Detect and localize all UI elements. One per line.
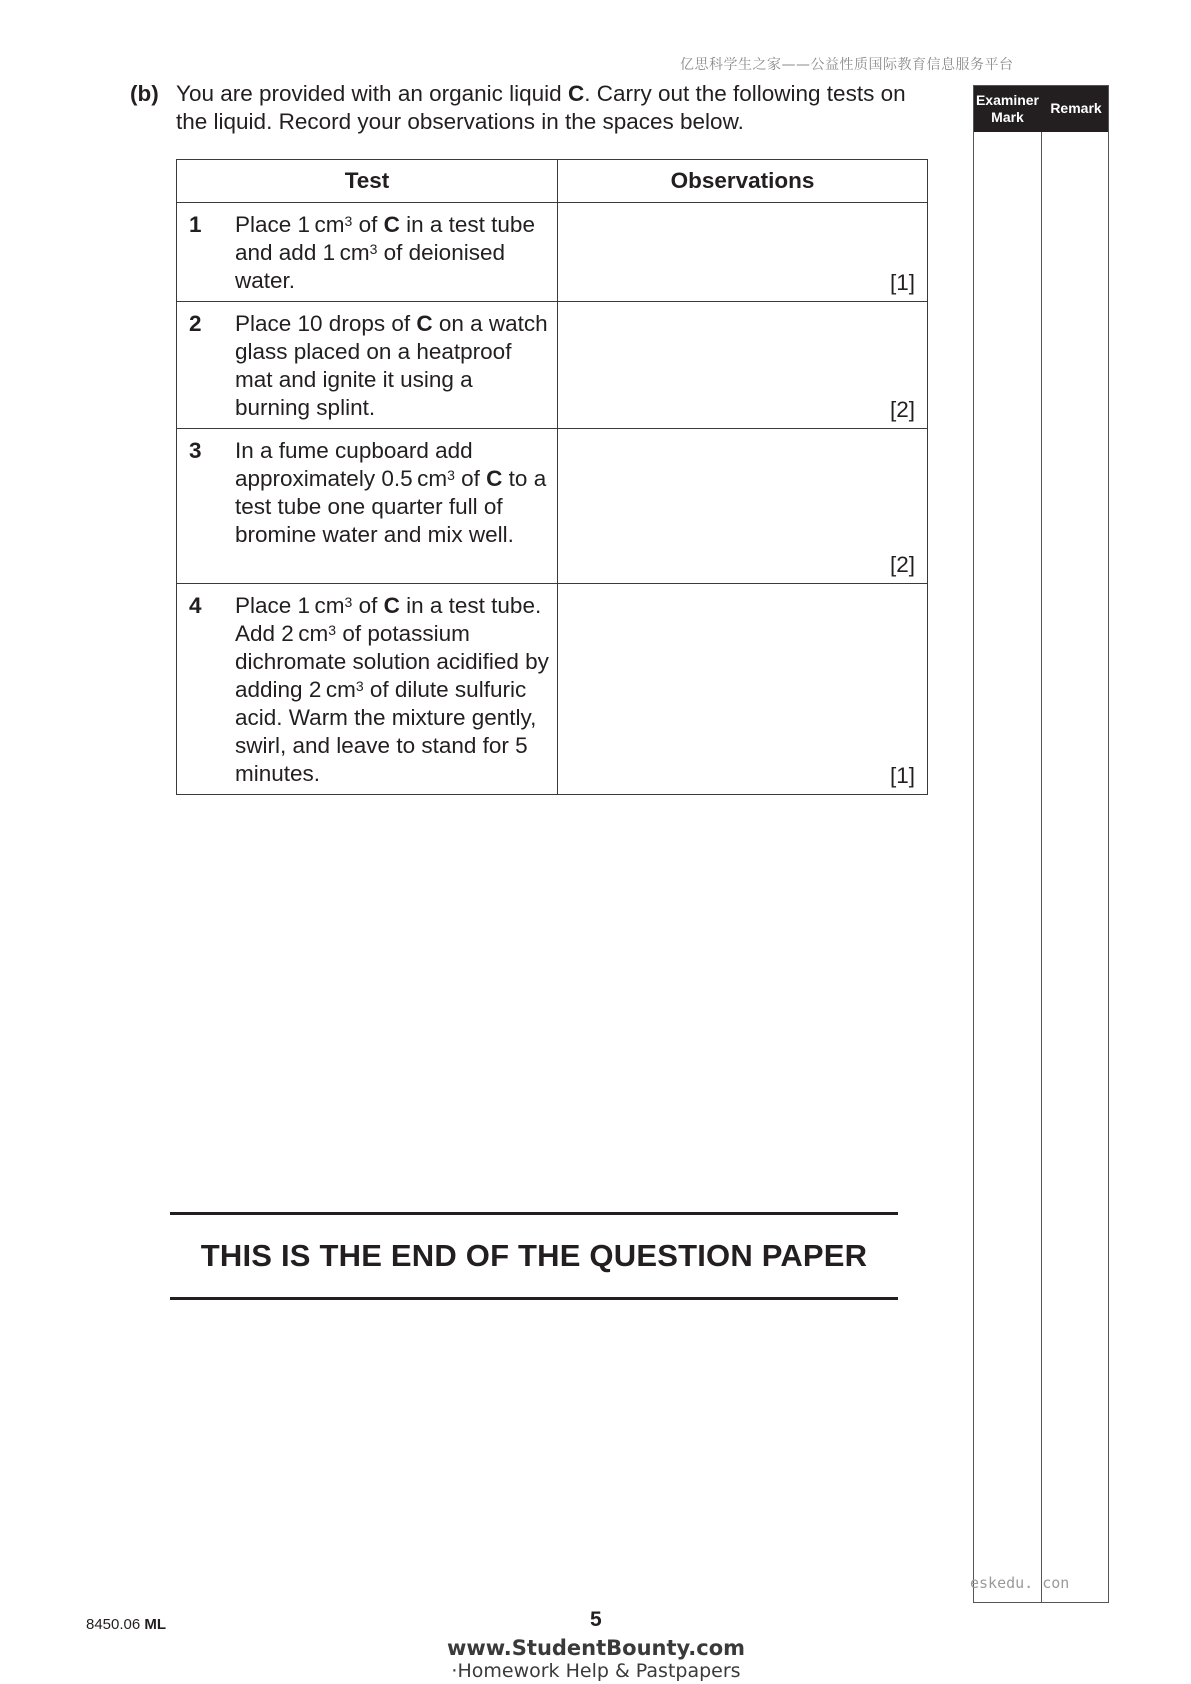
table-row <box>177 584 928 795</box>
mark-allocation: [1] <box>889 270 915 295</box>
watermark-header: 亿思科学生之家——公益性质国际教育信息服务平台 <box>680 57 1014 73</box>
test-description: Place 1 $cm^3$ of C in a test tube. Add 2 $cm^3$ of potassium dichromate solution acidified by adding 2 $cm^3$ of dilute sulfuric acid. Warm the mixture gently, swirl, and leave to stand for 5 minutes. <box>235 593 549 786</box>
margin-header <box>974 86 1108 132</box>
table-row <box>177 429 928 584</box>
test-cell <box>177 302 558 429</box>
examiner-mark-heading: Examiner Mark <box>975 92 1040 125</box>
test-number: 4 <box>189 593 202 618</box>
studentbounty-logo <box>446 1636 746 1682</box>
test-number: 3 <box>189 438 202 463</box>
examiner-margin <box>973 85 1109 1603</box>
test-cell <box>177 584 558 795</box>
test-cell <box>177 429 558 584</box>
margin-divider <box>1041 86 1042 1602</box>
question-intro <box>176 80 936 136</box>
header-observations: Observations <box>558 160 928 203</box>
intro-text: You are provided with an organic liquid <box>176 81 568 106</box>
page-number: 5 <box>590 1608 602 1631</box>
test-description: Place 1 $cm^3$ of C in a test tube and add 1 $cm^3$ of deionised water. <box>235 212 535 293</box>
test-cell <box>177 203 558 302</box>
liquid-label: C <box>567 81 585 106</box>
paper-code: 8450.06 ML <box>86 1616 167 1633</box>
intro-text-end: . Carry out the following tests on the liquid. Record your observations in the spaces below. <box>176 81 906 134</box>
observation-answer-space[interactable] <box>558 302 928 429</box>
mark-allocation: [1] <box>889 763 915 788</box>
logo-tagline: ·Homework Help & Pastpapers <box>451 1660 741 1682</box>
end-rule-top <box>170 1212 898 1215</box>
test-number: 2 <box>189 311 202 336</box>
watermark-site: eskedu. con <box>970 1574 1070 1592</box>
end-rule-bottom <box>170 1297 898 1300</box>
tests-table <box>176 159 928 795</box>
test-number: 1 <box>189 212 202 237</box>
part-label: (b) <box>130 81 159 106</box>
observation-answer-space[interactable] <box>558 429 928 584</box>
observation-answer-space[interactable] <box>558 203 928 302</box>
observation-answer-space[interactable] <box>558 584 928 795</box>
table-header-row <box>177 160 928 203</box>
mark-allocation: [2] <box>889 397 915 422</box>
logo-url: www.StudentBounty.com <box>446 1636 746 1660</box>
table-row <box>177 302 928 429</box>
table-row <box>177 203 928 302</box>
test-description: In a fume cupboard add approximately 0.5 $cm^3$ of C to a test tube one quarter full of bromine water and mix well. <box>235 438 547 547</box>
remark-heading: Remark <box>1050 100 1102 116</box>
test-description: Place 10 drops of C on a watch glass placed on a heatproof mat and ignite it using a burning splint. <box>235 311 548 420</box>
header-test: Test <box>177 160 558 203</box>
end-of-paper-text: THIS IS THE END OF THE QUESTION PAPER <box>200 1238 868 1273</box>
mark-allocation: [2] <box>889 552 915 577</box>
